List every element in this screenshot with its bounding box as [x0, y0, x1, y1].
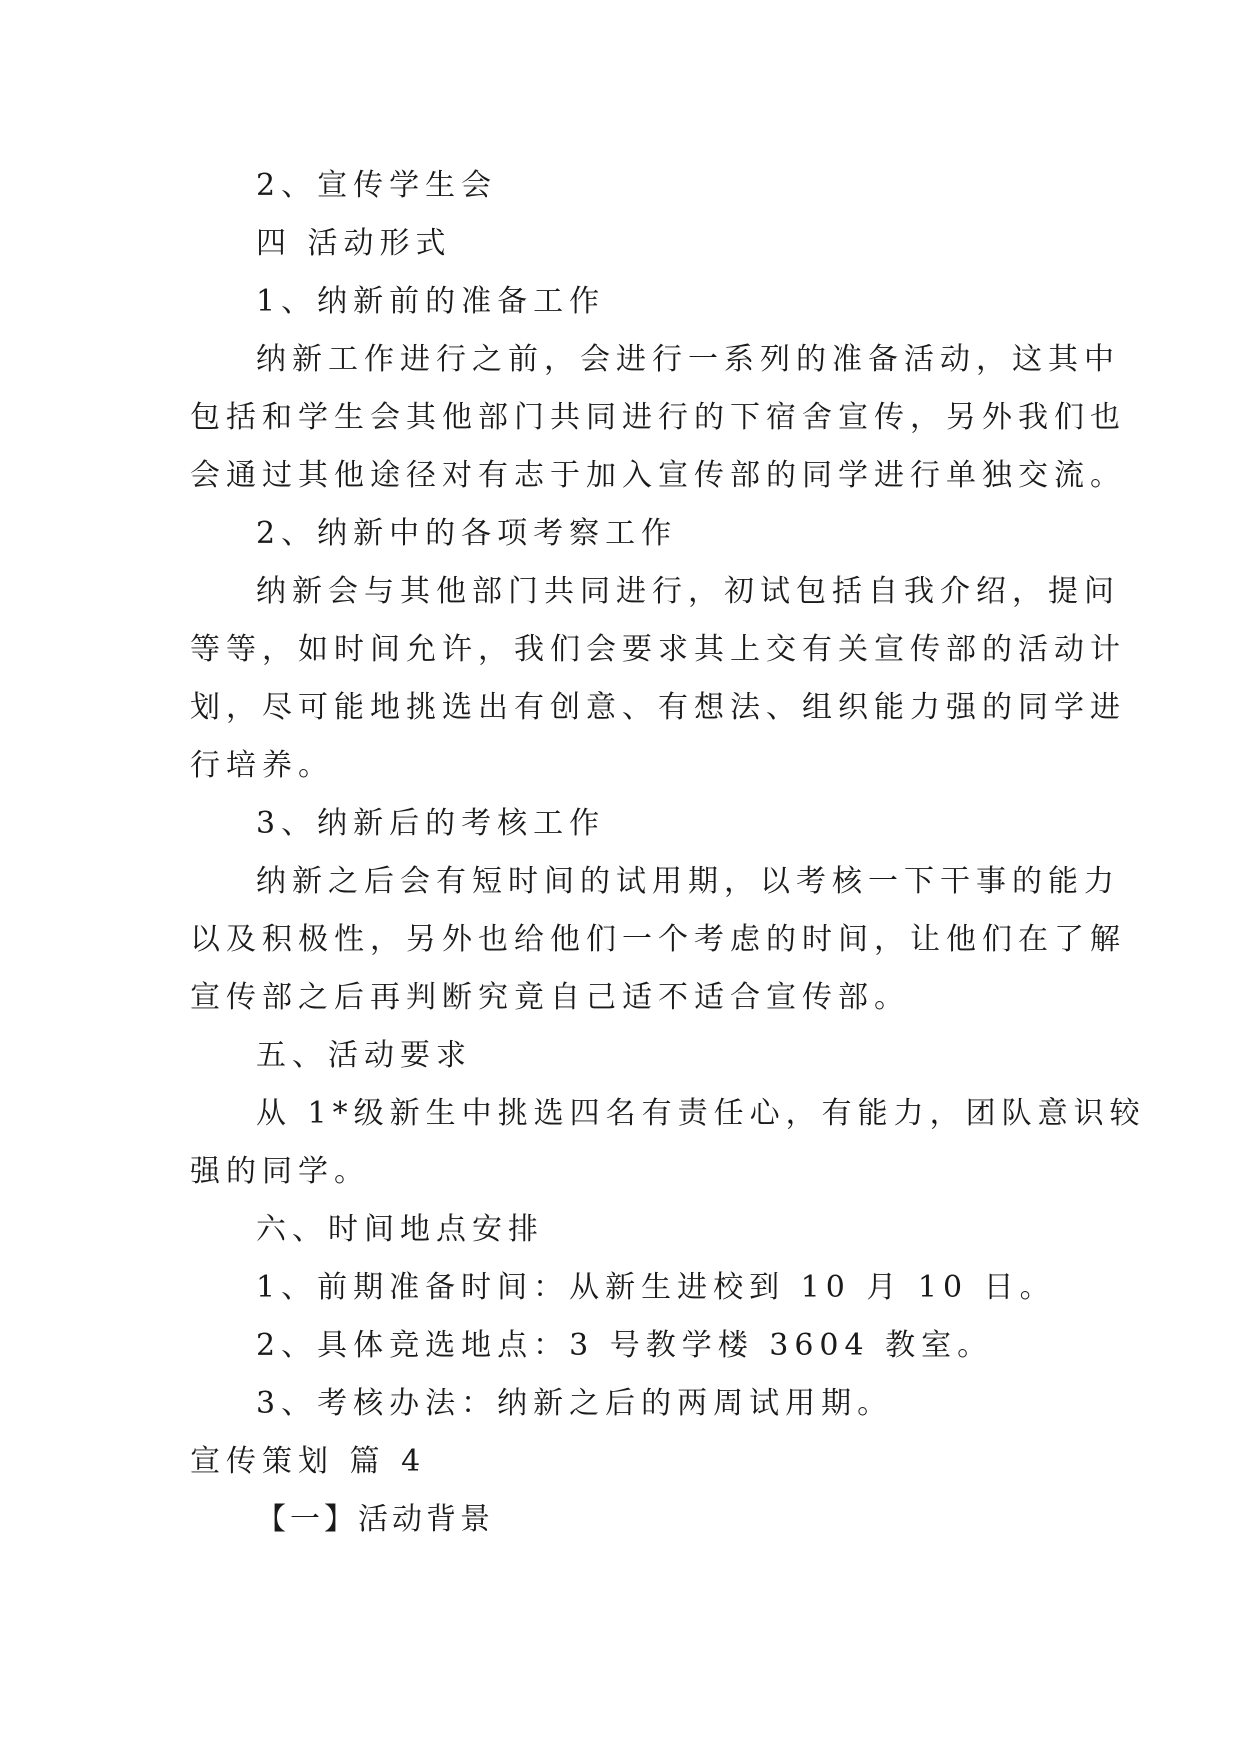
paragraph-line: 划，尽可能地挑选出有创意、有想法、组织能力强的同学进 — [190, 690, 1126, 725]
paragraph-line: 强的同学。 — [190, 1154, 370, 1189]
paragraph-line: 从 1*级新生中挑选四名有责任心，有能力，团队意识较 — [256, 1096, 1146, 1131]
paragraph-line: 以及积极性，另外也给他们一个考虑的时间，让他们在了解 — [190, 922, 1126, 957]
section-heading-activity-form: 四 活动形式 — [256, 226, 452, 261]
paragraph-line: 宣传部之后再判断究竟自己适不适合宣传部。 — [190, 980, 910, 1015]
list-item-prep-time: 1、前期准备时间：从新生进校到 10 月 10 日。 — [256, 1270, 1056, 1305]
list-item-evaluation-method: 3、考核办法：纳新之后的两周试用期。 — [256, 1386, 894, 1421]
subheading-assessment: 2、纳新中的各项考察工作 — [256, 516, 678, 551]
section-heading-background: 【一】活动背景 — [256, 1502, 494, 1537]
list-item-location: 2、具体竞选地点：3 号教学楼 3604 教室。 — [256, 1328, 994, 1363]
document-title: 宣传策划 篇 4 — [190, 1444, 427, 1479]
paragraph-line: 包括和学生会其他部门共同进行的下宿舍宣传，另外我们也 — [190, 400, 1126, 435]
paragraph-line: 纳新之后会有短时间的试用期，以考核一下干事的能力 — [256, 864, 1120, 899]
paragraph-line: 纳新工作进行之前，会进行一系列的准备活动，这其中 — [256, 342, 1120, 377]
paragraph-line: 等等，如时间允许，我们会要求其上交有关宣传部的活动计 — [190, 632, 1126, 667]
section-heading-schedule: 六、时间地点安排 — [256, 1212, 544, 1247]
paragraph-line: 行培养。 — [190, 748, 334, 783]
list-item-promote-student-union: 2、宣传学生会 — [256, 168, 498, 203]
paragraph-line: 纳新会与其他部门共同进行，初试包括自我介绍，提问 — [256, 574, 1120, 609]
section-heading-requirements: 五、活动要求 — [256, 1038, 472, 1073]
subheading-evaluation: 3、纳新后的考核工作 — [256, 806, 606, 841]
subheading-preparation: 1、纳新前的准备工作 — [256, 284, 606, 319]
paragraph-line: 会通过其他途径对有志于加入宣传部的同学进行单独交流。 — [190, 458, 1126, 493]
